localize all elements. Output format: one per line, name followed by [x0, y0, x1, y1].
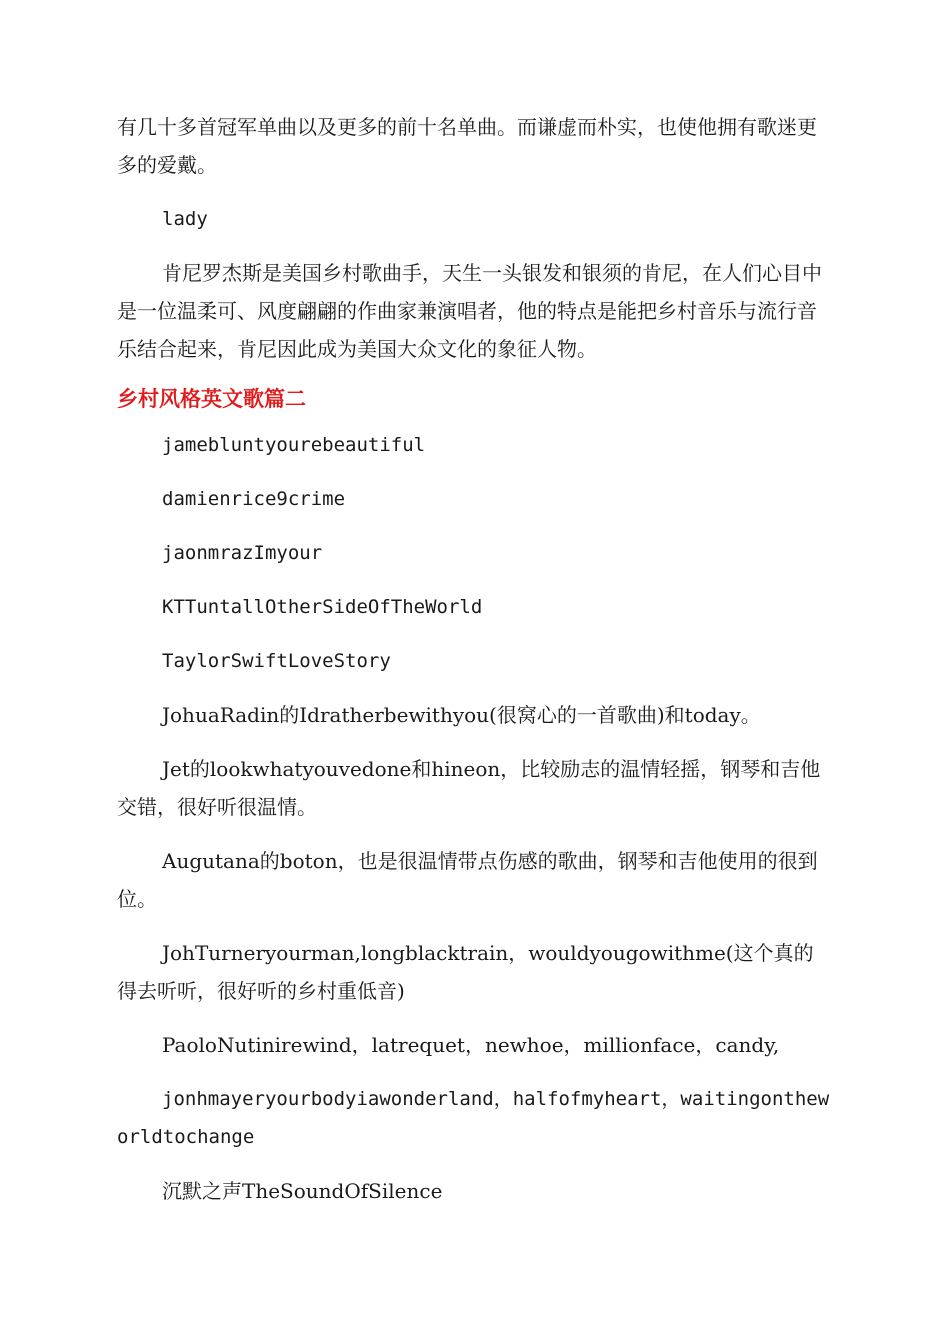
- list-item: TaylorSwiftLoveStory: [162, 650, 391, 672]
- list-item: damienrice9crime: [162, 488, 346, 510]
- list-item: jaonmrazImyour: [162, 542, 323, 564]
- list-item: jamebluntyourebeautiful: [162, 434, 426, 456]
- list-item: JohuaRadin的Idratherbewithyou(很窝心的一首歌曲)和today。: [162, 703, 761, 727]
- list-item: JohTurneryourman,longblacktrain，wouldyougowithme(这个真的得去听听，很好听的乡村重低音): [117, 941, 814, 1003]
- section-heading: 乡村风格英文歌篇二: [117, 387, 306, 411]
- document-body: [117, 108, 833, 1210]
- list-item: 沉默之声TheSoundOfSilence: [162, 1179, 443, 1203]
- paragraph-kenny-rogers: 肯尼罗杰斯是美国乡村歌曲手，天生一头银发和银须的肯尼，在人们心目中是一位温柔可、风度翩翩的作曲家兼演唱者，他的特点是能把乡村音乐与流行音乐结合起来，肯尼因此成为美国大众文化的象征人物。: [117, 261, 822, 361]
- list-item: jonhmayeryourbodyiawonderland，halfofmyheart，waitingontheworldtochange: [117, 1088, 830, 1148]
- list-item: Augutana的boton，也是很温情带点伤感的歌曲，钢琴和吉他使用的很到位。: [117, 849, 818, 911]
- paragraph-intro: 有几十多首冠军单曲以及更多的前十名单曲。而谦虚而朴实，也使他拥有歌迷更多的爱戴。: [117, 115, 817, 177]
- paragraph-lady: lady: [162, 208, 208, 230]
- list-item: PaoloNutinirewind，latrequet，newhoe，millionface，candy,: [162, 1033, 780, 1057]
- list-item: Jet的lookwhatyouvedone和hineon，比较励志的温情轻摇，钢琴和吉他交错，很好听很温情。: [117, 757, 821, 819]
- list-item: KTTuntallOtherSideOfTheWorld: [162, 596, 483, 618]
